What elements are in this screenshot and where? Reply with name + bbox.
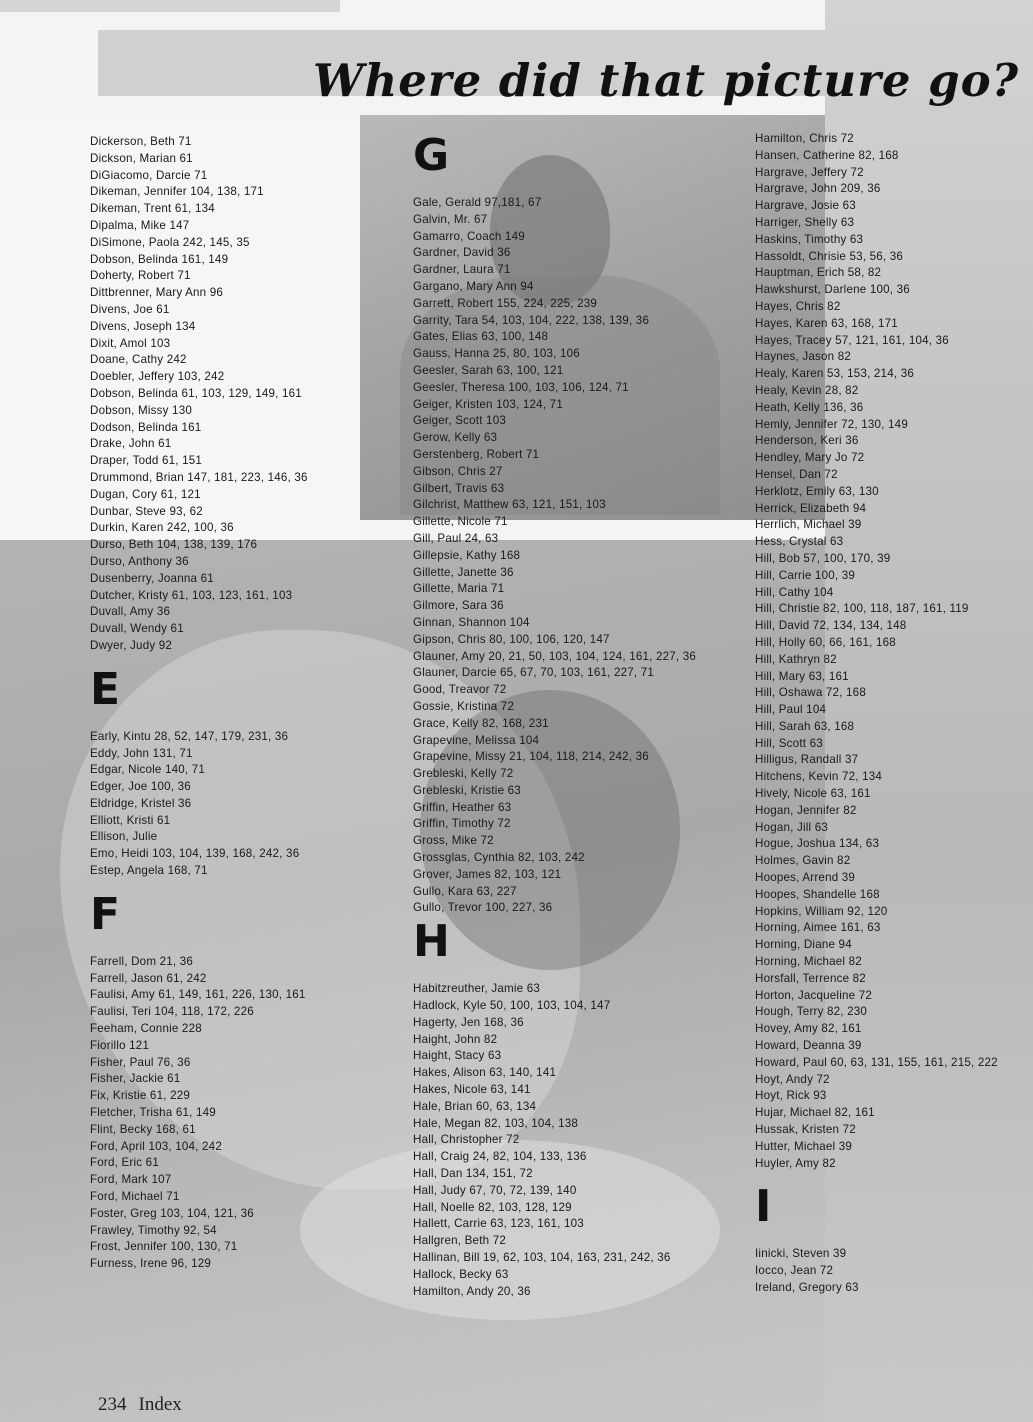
- index-entry: Hall, Judy 67, 70, 72, 139, 140: [413, 1183, 577, 1197]
- index-entry: Dixit, Amol 103: [90, 336, 171, 350]
- index-entry: Hough, Terry 82, 230: [755, 1005, 868, 1019]
- index-entry: Hale, Megan 82, 103, 104, 138: [413, 1116, 579, 1130]
- index-entry: Herrlich, Michael 39: [755, 518, 862, 532]
- index-entry: Farrell, Jason 61, 242: [90, 971, 207, 985]
- index-entry: Howard, Deanna 39: [755, 1039, 862, 1053]
- section-letter: E: [90, 663, 121, 715]
- index-group-g: [413, 131, 758, 917]
- index-group-h: [413, 917, 758, 1300]
- index-entry: Hagerty, Jen 168, 36: [413, 1015, 524, 1029]
- index-group-f: [90, 890, 360, 1273]
- index-entry: Hill, Holly 60, 66, 161, 168: [755, 635, 896, 649]
- index-entry: Gardner, David 36: [413, 246, 511, 260]
- index-entry: Hess, Crystal 63: [755, 535, 844, 549]
- index-entry: Hargrave, Josie 63: [755, 199, 856, 213]
- index-entry: Hill, Scott 63: [755, 736, 823, 750]
- index-entry: Hoyt, Rick 93: [755, 1089, 827, 1103]
- index-entry: Grebleski, Kelly 72: [413, 767, 514, 781]
- index-entry: Hayes, Chris 82: [755, 299, 841, 313]
- index-entry: Grebleski, Kristie 63: [413, 783, 521, 797]
- index-entry: Gillette, Nicole 71: [413, 515, 508, 529]
- index-entry: Hakes, Nicole 63, 141: [413, 1083, 531, 1097]
- index-entry: Gross, Mike 72: [413, 834, 494, 848]
- index-entry: Farrell, Dom 21, 36: [90, 954, 194, 968]
- index-entry: Dutcher, Kristy 61, 103, 123, 161, 103: [90, 588, 293, 602]
- title-bar: [98, 30, 1033, 107]
- section-letter: I: [755, 1181, 772, 1233]
- index-entry: Durso, Anthony 36: [90, 554, 189, 568]
- index-entry: Elliott, Kristi 61: [90, 813, 171, 827]
- index-entry: Gibson, Chris 27: [413, 464, 503, 478]
- index-entry: Garrett, Robert 155, 224, 225, 239: [413, 296, 598, 310]
- index-entry: Foster, Greg 103, 104, 121, 36: [90, 1206, 254, 1220]
- index-entry: Hogan, Jill 63: [755, 820, 829, 834]
- page-title: Where did that picture go?: [312, 54, 1019, 107]
- index-entry: Haskins, Timothy 63: [755, 232, 864, 246]
- index-entry: Healy, Kevin 28, 82: [755, 383, 859, 397]
- index-entry: Haight, John 82: [413, 1032, 498, 1046]
- index-entry: Hill, Christie 82, 100, 118, 187, 161, 119: [755, 602, 969, 616]
- index-entry: Griffin, Heather 63: [413, 800, 512, 814]
- index-entry: Gerow, Kelly 63: [413, 431, 498, 445]
- index-entry: Hadlock, Kyle 50, 100, 103, 104, 147: [413, 999, 611, 1013]
- index-entry: Hutter, Michael 39: [755, 1139, 853, 1153]
- index-entry: Flint, Becky 168, 61: [90, 1122, 196, 1136]
- index-entry: Grossglas, Cynthia 82, 103, 242: [413, 851, 585, 865]
- index-entry: Fisher, Paul 76, 36: [90, 1055, 191, 1069]
- index-entry: Hall, Christopher 72: [413, 1133, 520, 1147]
- index-entry: Gamarro, Coach 149: [413, 229, 525, 243]
- index-entry: Eldridge, Kristel 36: [90, 796, 192, 810]
- index-entry: Edger, Joe 100, 36: [90, 780, 191, 794]
- index-entry: Gargano, Mary Ann 94: [413, 279, 534, 293]
- index-entry: Garrity, Tara 54, 103, 104, 222, 138, 139, 36: [413, 313, 650, 327]
- index-entry: Habitzreuther, Jamie 63: [413, 982, 541, 996]
- index-entry: Edgar, Nicole 140, 71: [90, 763, 206, 777]
- index-entry: Haight, Stacy 63: [413, 1049, 502, 1063]
- index-entry: Grace, Kelly 82, 168, 231: [413, 716, 549, 730]
- index-entry: Hallock, Becky 63: [413, 1267, 509, 1281]
- index-entry: Feeham, Connie 228: [90, 1022, 202, 1036]
- index-entry: Hitchens, Kevin 72, 134: [755, 770, 883, 784]
- index-entry: Frost, Jennifer 100, 130, 71: [90, 1240, 238, 1254]
- index-entry: Hogan, Jennifer 82: [755, 803, 857, 817]
- index-entry: Hall, Craig 24, 82, 104, 133, 136: [413, 1150, 587, 1164]
- index-entry: Ford, Mark 107: [90, 1173, 172, 1187]
- entry-list: [755, 1246, 1033, 1296]
- index-entry: Iinicki, Steven 39: [755, 1247, 847, 1261]
- index-entry: Dobson, Belinda 161, 149: [90, 252, 229, 266]
- index-entry: Iocco, Jean 72: [755, 1264, 834, 1278]
- index-entry: Fletcher, Trisha 61, 149: [90, 1106, 216, 1120]
- index-entry: Henderson, Keri 36: [755, 434, 859, 448]
- index-entry: Drake, John 61: [90, 437, 172, 451]
- index-group-i: [755, 1182, 1033, 1296]
- index-entry: Faulisi, Amy 61, 149, 161, 226, 130, 161: [90, 988, 306, 1002]
- index-column-2: [413, 131, 758, 1300]
- index-entry: Dickerson, Beth 71: [90, 135, 192, 148]
- index-entry: Fisher, Jackie 61: [90, 1072, 181, 1086]
- index-entry: Divens, Joe 61: [90, 302, 170, 316]
- index-entry: Hussak, Kristen 72: [755, 1123, 856, 1137]
- index-entry: Gauss, Hanna 25, 80, 103, 106: [413, 347, 580, 361]
- index-entry: Hill, Carrie 100, 39: [755, 568, 856, 582]
- section-letter: F: [90, 888, 121, 940]
- index-entry: Early, Kintu 28, 52, 147, 179, 231, 36: [90, 729, 289, 743]
- index-entry: Hill, Oshawa 72, 168: [755, 686, 866, 700]
- page-number: 234: [98, 1394, 127, 1415]
- index-entry: Grapevine, Missy 21, 104, 118, 214, 242, 36: [413, 750, 649, 764]
- index-entry: Duvall, Amy 36: [90, 605, 171, 619]
- entry-list: [413, 195, 758, 917]
- header-strip: [0, 0, 340, 12]
- index-entry: Drummond, Brian 147, 181, 223, 146, 36: [90, 470, 308, 484]
- index-entry: Healy, Karen 53, 153, 214, 36: [755, 367, 914, 381]
- index-entry: Faulisi, Teri 104, 118, 172, 226: [90, 1005, 254, 1019]
- index-entry: Gerstenberg, Robert 71: [413, 447, 540, 461]
- index-entry: Geesler, Theresa 100, 103, 106, 124, 71: [413, 380, 629, 394]
- index-entry: Eddy, John 131, 71: [90, 746, 193, 760]
- index-entry: Gossie, Kristina 72: [413, 699, 515, 713]
- index-entry: Hallgren, Beth 72: [413, 1234, 506, 1248]
- index-entry: Horning, Aimee 161, 63: [755, 921, 881, 935]
- index-entry: Ford, Michael 71: [90, 1190, 180, 1204]
- index-entry: Dugan, Cory 61, 121: [90, 487, 201, 501]
- index-entry: Galvin, Mr. 67: [413, 212, 488, 226]
- index-entry: Gilmore, Sara 36: [413, 599, 504, 613]
- index-entry: Hawkshurst, Darlene 100, 36: [755, 283, 910, 297]
- index-group-e: [90, 665, 360, 880]
- index-entry: Gates, Elias 63, 100, 148: [413, 330, 549, 344]
- index-entry: Gillette, Maria 71: [413, 582, 505, 596]
- index-entry: Hill, David 72, 134, 134, 148: [755, 619, 907, 633]
- index-entry: Hale, Brian 60, 63, 134: [413, 1099, 537, 1113]
- index-entry: Gilbert, Travis 63: [413, 481, 505, 495]
- index-entry: Hoopes, Shandelle 168: [755, 887, 880, 901]
- index-entry: Dikeman, Jennifer 104, 138, 171: [90, 185, 264, 199]
- index-entry: Hopkins, William 92, 120: [755, 904, 888, 918]
- index-entry: Estep, Angela 168, 71: [90, 864, 208, 878]
- index-entry: Hill, Cathy 104: [755, 585, 834, 599]
- index-entry: Fiorillo 121: [90, 1038, 150, 1052]
- index-entry: Dipalma, Mike 147: [90, 218, 190, 232]
- index-entry: Gillepsie, Kathy 168: [413, 548, 521, 562]
- index-entry: Hansen, Catherine 82, 168: [755, 148, 899, 162]
- index-entry: Haynes, Jason 82: [755, 350, 852, 364]
- index-entry: Dobson, Belinda 61, 103, 129, 149, 161: [90, 386, 302, 400]
- index-entry: Hamilton, Andy 20, 36: [413, 1284, 531, 1298]
- index-entry: Horning, Michael 82: [755, 955, 862, 969]
- index-entry: Gipson, Chris 80, 100, 106, 120, 147: [413, 632, 610, 646]
- index-entry: Hendley, Mary Jo 72: [755, 451, 865, 465]
- index-entry: Hargrave, John 209, 36: [755, 182, 881, 196]
- index-entry: Glauner, Amy 20, 21, 50, 103, 104, 124, 161, 227, 36: [413, 649, 697, 663]
- index-entry: Hemly, Jennifer 72, 130, 149: [755, 417, 908, 431]
- index-entry: Glauner, Darcie 65, 67, 70, 103, 161, 227, 71: [413, 666, 655, 680]
- index-entry: Hill, Kathryn 82: [755, 652, 837, 666]
- index-entry: Hovey, Amy 82, 161: [755, 1022, 862, 1036]
- index-entry: Ellison, Julie: [90, 830, 158, 844]
- index-entry: Gillette, Janette 36: [413, 565, 514, 579]
- index-entry: Emo, Heidi 103, 104, 139, 168, 242, 36: [90, 847, 300, 861]
- index-column-3: [755, 131, 1033, 1297]
- index-entry: Hayes, Karen 63, 168, 171: [755, 316, 898, 330]
- index-entry: Ireland, Gregory 63: [755, 1281, 859, 1294]
- index-entry: Hayes, Tracey 57, 121, 161, 104, 36: [755, 333, 949, 347]
- index-entry: Hallett, Carrie 63, 123, 161, 103: [413, 1217, 584, 1231]
- index-entry: Gale, Gerald 97,181, 67: [413, 196, 542, 209]
- index-entry: Griffin, Timothy 72: [413, 817, 511, 831]
- index-entry: Hill, Mary 63, 161: [755, 669, 849, 683]
- index-entry: Gardner, Laura 71: [413, 263, 511, 277]
- index-entry: Doherty, Robert 71: [90, 269, 191, 283]
- index-entry: Geiger, Scott 103: [413, 414, 506, 428]
- index-entry: Huyler, Amy 82: [755, 1156, 836, 1170]
- index-entry: Hassoldt, Chrisie 53, 56, 36: [755, 249, 904, 263]
- section-name: Index: [138, 1394, 182, 1415]
- index-entry: DiSimone, Paola 242, 145, 35: [90, 235, 250, 249]
- entry-list: [90, 954, 360, 1273]
- index-entry: Dittbrenner, Mary Ann 96: [90, 286, 224, 300]
- index-entry: Hensel, Dan 72: [755, 467, 838, 481]
- index-entry: Durso, Beth 104, 138, 139, 176: [90, 538, 258, 552]
- index-entry: Grover, James 82, 103, 121: [413, 867, 562, 881]
- index-entry: Horsfall, Terrence 82: [755, 971, 866, 985]
- index-entry: Hall, Dan 134, 151, 72: [413, 1167, 533, 1181]
- index-entry: Horton, Jacqueline 72: [755, 988, 872, 1002]
- index-entry: Gilchrist, Matthew 63, 121, 151, 103: [413, 498, 606, 512]
- index-entry: Gullo, Kara 63, 227: [413, 884, 517, 898]
- index-column-1: [90, 134, 360, 1273]
- index-entry: Hauptman, Erich 58, 82: [755, 266, 882, 280]
- index-entry: Dusenberry, Joanna 61: [90, 571, 214, 585]
- index-entry: Furness, Irene 96, 129: [90, 1257, 212, 1271]
- entry-list: [413, 981, 758, 1300]
- index-entry: Ford, Eric 61: [90, 1156, 159, 1170]
- index-entry: Hill, Bob 57, 100, 170, 39: [755, 551, 891, 565]
- index-entry: Dunbar, Steve 93, 62: [90, 504, 203, 518]
- index-group-h-continued: [755, 131, 1033, 1172]
- index-entry: Hill, Sarah 63, 168: [755, 719, 855, 733]
- index-entry: Durkin, Karen 242, 100, 36: [90, 521, 234, 535]
- index-entry: Hamilton, Chris 72: [755, 132, 854, 145]
- index-entry: Hargrave, Jeffery 72: [755, 165, 864, 179]
- index-entry: Horning, Diane 94: [755, 938, 852, 952]
- index-entry: Gill, Paul 24, 63: [413, 531, 499, 545]
- index-group-d: [90, 134, 360, 655]
- section-letter: G: [413, 130, 450, 181]
- entry-list: [90, 729, 360, 880]
- page-footer: [98, 1394, 194, 1416]
- index-entry: Hakes, Alison 63, 140, 141: [413, 1066, 557, 1080]
- index-entry: Herrick, Elizabeth 94: [755, 501, 867, 515]
- index-entry: Dodson, Belinda 161: [90, 420, 202, 434]
- index-entry: Hoyt, Andy 72: [755, 1072, 830, 1086]
- index-entry: Grapevine, Melissa 104: [413, 733, 540, 747]
- index-entry: Draper, Todd 61, 151: [90, 454, 203, 468]
- index-entry: Hogue, Joshua 134, 63: [755, 837, 880, 851]
- index-entry: Dobson, Missy 130: [90, 403, 192, 417]
- index-entry: Hoopes, Arrend 39: [755, 871, 856, 885]
- index-entry: Hallinan, Bill 19, 62, 103, 104, 163, 231, 242, 36: [413, 1251, 671, 1265]
- index-entry: Geiger, Kristen 103, 124, 71: [413, 397, 563, 411]
- index-entry: Fix, Kristie 61, 229: [90, 1089, 191, 1103]
- index-entry: DiGiacomo, Darcie 71: [90, 168, 208, 182]
- index-entry: Frawley, Timothy 92, 54: [90, 1223, 217, 1237]
- index-entry: Dickson, Marian 61: [90, 151, 193, 165]
- index-entry: Good, Treavor 72: [413, 683, 507, 697]
- index-entry: Ginnan, Shannon 104: [413, 615, 530, 629]
- index-entry: Hively, Nicole 63, 161: [755, 787, 871, 801]
- index-entry: Doebler, Jeffery 103, 242: [90, 370, 225, 384]
- index-entry: Dwyer, Judy 92: [90, 638, 173, 652]
- index-entry: Divens, Joseph 134: [90, 319, 196, 333]
- index-entry: Howard, Paul 60, 63, 131, 155, 161, 215, 222: [755, 1055, 998, 1069]
- index-entry: Holmes, Gavin 82: [755, 854, 851, 868]
- index-entry: Doane, Cathy 242: [90, 353, 187, 367]
- index-entry: Herklotz, Emily 63, 130: [755, 484, 879, 498]
- index-entry: Hujar, Michael 82, 161: [755, 1106, 875, 1120]
- index-entry: Hill, Paul 104: [755, 703, 827, 717]
- entry-list: [90, 134, 360, 655]
- index-entry: Ford, April 103, 104, 242: [90, 1139, 222, 1153]
- index-entry: Dikeman, Trent 61, 134: [90, 202, 215, 216]
- index-entry: Hilligus, Randall 37: [755, 753, 859, 767]
- section-letter: H: [413, 916, 450, 968]
- index-entry: Hall, Noelle 82, 103, 128, 129: [413, 1200, 572, 1214]
- index-entry: Duvall, Wendy 61: [90, 622, 184, 636]
- entry-list: [755, 131, 1033, 1172]
- index-entry: Harriger, Shelly 63: [755, 215, 855, 229]
- index-entry: Heath, Kelly 136, 36: [755, 400, 864, 414]
- index-entry: Gullo, Trevor 100, 227, 36: [413, 901, 553, 915]
- index-entry: Geesler, Sarah 63, 100, 121: [413, 363, 564, 377]
